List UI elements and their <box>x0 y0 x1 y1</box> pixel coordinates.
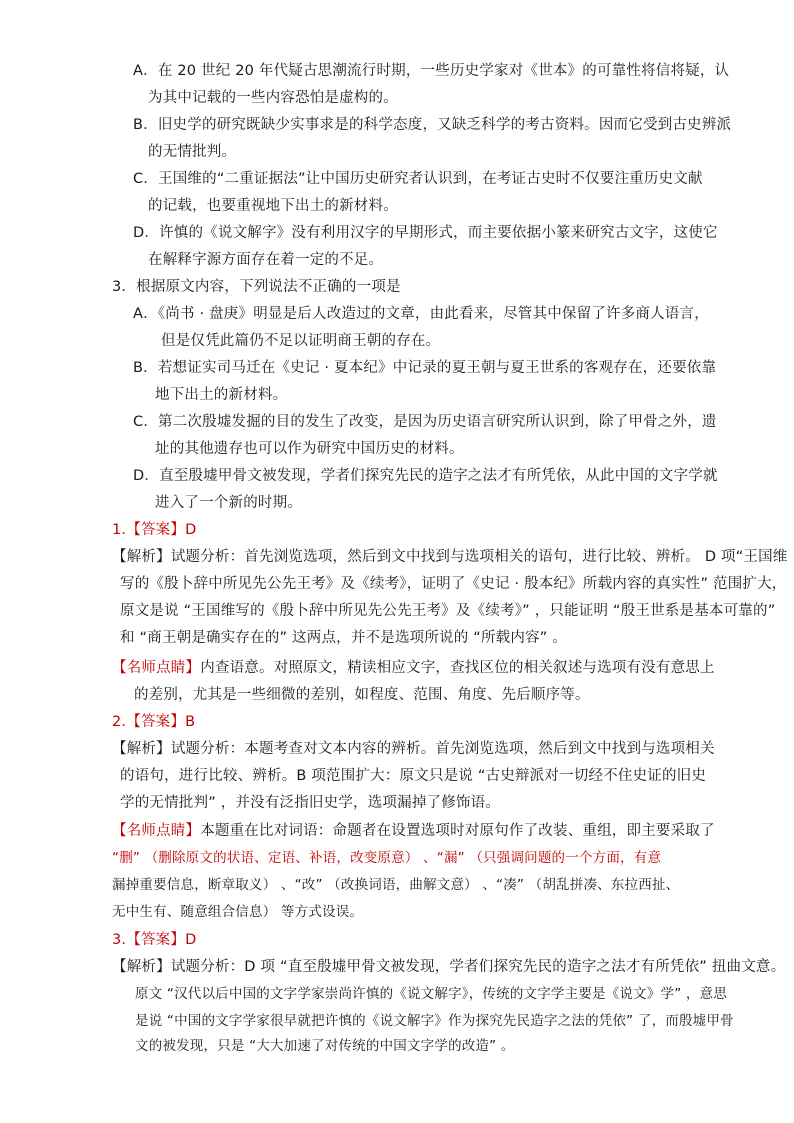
q2-option-d-line1: D．许慎的《说文解字》没有利用汉字的早期形式，而主要依据小篆来研究古文字，这使它 <box>133 225 718 241</box>
analysis-2-tag: 【解析】 <box>112 741 171 757</box>
teacher-note-2-tag: 【名师点睛】 <box>112 823 201 839</box>
analysis-1-tag: 【解析】 <box>112 549 171 565</box>
teacher-note-2-text-1: 本题重在比对词语：命题者在设置选项时对原句作了改装、重组，即主要采取了 <box>200 823 715 839</box>
q3-option-c-line1: C．第二次殷墟发掘的目的发生了改变，是因为历史语言研究所认识到，除了甲骨之外，遗 <box>133 414 717 430</box>
analysis-3-line3: 是说 “中国的文字学家很早就把许慎的《说文解字》作为探究先民造字之法的凭依” 了，而殷墟甲骨 <box>135 1013 734 1029</box>
q2-option-c-line2: 的记载，也要重视地下出土的新材料。 <box>148 198 398 214</box>
teacher-note-2-line4: 无中生有、随意组合信息） 等方式设误。 <box>112 904 364 920</box>
q3-option-b-line2: 地下出土的新材料。 <box>155 387 288 403</box>
answer-3-number: 3. <box>112 932 127 948</box>
analysis-1-line4: 和 “商王朝是确实存在的” 这两点，并不是选项所说的 “所载内容” 。 <box>120 630 567 646</box>
answer-3-value: D <box>185 932 197 948</box>
q2-option-b-line2: 的无情批判。 <box>148 144 237 160</box>
answer-1-tag: 【答案】 <box>126 522 186 538</box>
q2-option-d-line2: 在解释字源方面存在着一定的不足。 <box>148 252 384 268</box>
q3-option-b-line1: B．若想证实司马迁在《史记 · 夏本纪》中记录的夏王朝与夏王世系的客观存在，还要依靠 <box>133 360 717 376</box>
analysis-2-line2: 的语句，进行比较、辨析。B 项范围扩大：原文只是说 “古史辩派对一切经不住史证的旧史 <box>120 768 707 784</box>
teacher-note-2-line3: 漏掉重要信息，断章取义） 、“改” （改换词语，曲解文意） 、“凑” （胡乱拼凑、东拉西扯、 <box>112 877 680 893</box>
q3-option-d-line2: 进入了一个新的时期。 <box>155 495 302 511</box>
answer-1-heading <box>112 520 196 540</box>
q3-option-c-line2: 址的其他遗存也可以作为研究中国历史的材料。 <box>155 441 464 457</box>
analysis-3-line2: 原文 “汉代以后中国的文字学家崇尚许慎的《说文解字》，传统的文字学主要是《说文》学” ，意思 <box>135 986 728 1002</box>
answer-3-tag: 【答案】 <box>126 932 186 948</box>
answer-2-tag: 【答案】 <box>126 714 186 730</box>
answer-1-value: D <box>185 522 197 538</box>
answer-3-heading <box>112 930 196 950</box>
analysis-2-line3: 学的无情批判” ，并没有泛指旧史学，选项漏掉了修饰语。 <box>120 795 501 811</box>
teacher-note-1-line1 <box>112 658 715 678</box>
analysis-1-line1 <box>112 547 788 567</box>
answer-2-number: 2. <box>112 714 127 730</box>
analysis-1-line2: 写的《殷卜辞中所见先公先王考》及《续考》，证明了《史记 · 殷本纪》所载内容的真实性” 范围扩大， <box>120 576 787 592</box>
analysis-3-text-1: 试题分析：D 项 “直至殷墟甲骨文被发现，学者们探究先民的造字之法才有所凭依” 扭曲文意。 <box>170 959 786 975</box>
answer-1-number: 1. <box>112 522 127 538</box>
q2-option-a-line1: A．在 20 世纪 20 年代疑古思潮流行时期，一些历史学家对《世本》的可靠性将信将疑，认 <box>133 63 730 79</box>
analysis-2-line1 <box>112 739 715 759</box>
analysis-2-text-1: 试题分析：本题考查对文本内容的辨析。首先浏览选项，然后到文中找到与选项相关 <box>170 741 715 757</box>
teacher-note-1-text-1: 内查语意。对照原文，精读相应文字，查找区位的相关叙述与选项有没有意思上 <box>200 660 715 676</box>
analysis-3-tag: 【解析】 <box>112 959 171 975</box>
q3-option-a-line2: 但是仅凭此篇仍不足以证明商王朝的存在。 <box>161 333 441 349</box>
answer-2-value: B <box>185 714 196 730</box>
answer-2-heading <box>112 712 195 732</box>
teacher-note-2-line1 <box>112 821 715 841</box>
q2-option-b-line1: B．旧史学的研究既缺少实事求是的科学态度，又缺乏科学的考古资料。因而它受到古史辨派 <box>133 117 732 133</box>
teacher-note-2-line2: “删” （删除原文的状语、定语、补语，改变原意） 、“漏” （只强调问题的一个方面，有意 <box>112 850 662 866</box>
q3-option-d-line1: D．直至殷墟甲骨文被发现，学者们探究先民的造字之法才有所凭依，从此中国的文字学就 <box>133 468 718 484</box>
q3-option-a-line1: A．《尚书 · 盘庚》明显是后人改造过的文章，由此看来，尽管其中保留了许多商人语言， <box>133 306 709 322</box>
q2-option-c-line1: C．王国维的“二重证据法”让中国历史研究者认识到，在考证古史时不仅要注重历史文献 <box>133 171 703 187</box>
analysis-3-line4: 文的被发现，只是 “大大加速了对传统的中国文字学的改造” 。 <box>135 1038 515 1054</box>
teacher-note-1-line2: 的差别，尤其是一些细微的差别，如程度、范围、角度、先后顺序等。 <box>134 687 590 703</box>
analysis-1-text-1: 试题分析：首先浏览选项，然后到文中找到与选项相关的语句，进行比较、辨析。 D 项“王国维 <box>170 549 788 565</box>
analysis-3-line1 <box>112 957 785 977</box>
q2-option-a-line2: 为其中记载的一些内容恐怕是虚构的。 <box>148 90 398 106</box>
teacher-note-1-tag: 【名师点睛】 <box>112 660 201 676</box>
analysis-1-line3: 原文是说 “王国维写的《殷卜辞中所见先公先王考》及《续考》” ，只能证明 “殷王世系是基本可靠的” <box>120 603 776 619</box>
q3-stem: 3．根据原文内容，下列说法不正确的一项是 <box>112 279 401 295</box>
